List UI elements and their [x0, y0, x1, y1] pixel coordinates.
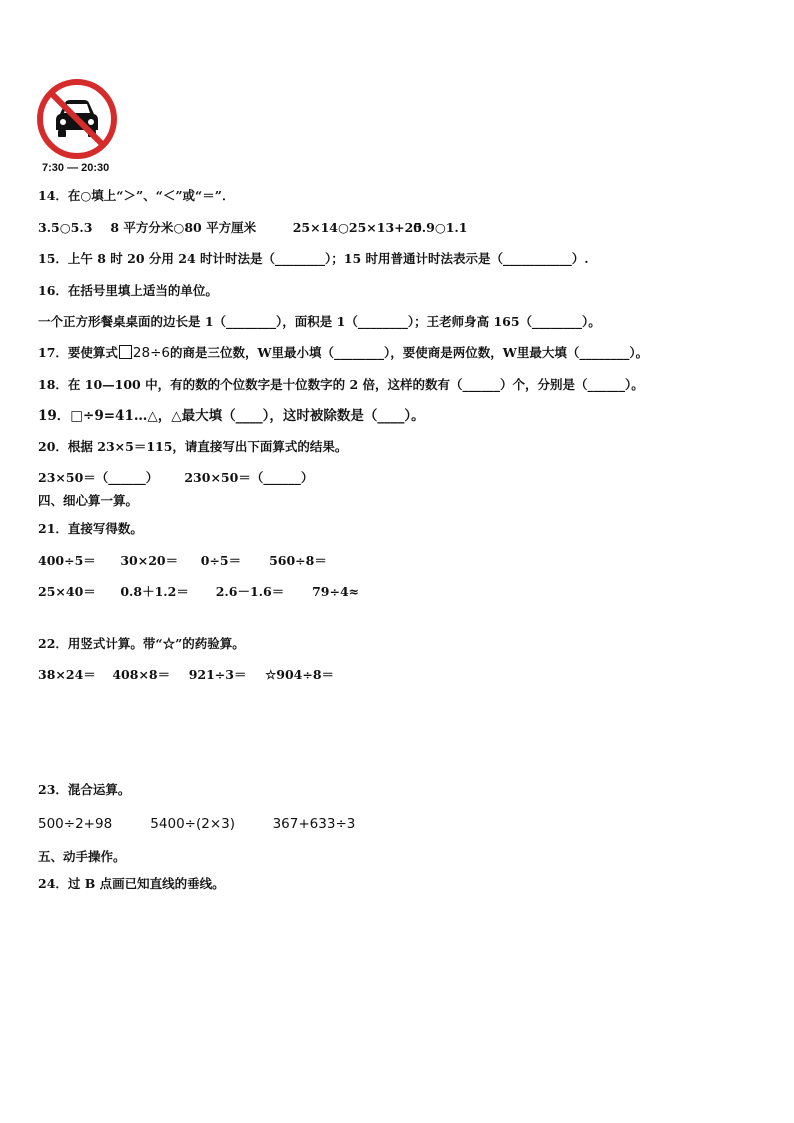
q21-item: 0÷5＝ — [200, 553, 242, 568]
q22-title: 22．用竖式计算。带“☆”的药验算。 — [38, 636, 245, 651]
q21-item: 30×20＝ — [120, 553, 179, 568]
q21-item: 25×40＝ — [38, 584, 96, 599]
q23-items — [38, 816, 355, 832]
q17-expression: 28÷6 — [132, 345, 170, 361]
q22-item: 921÷3＝ — [188, 667, 247, 682]
q21-row2 — [38, 584, 359, 600]
q21-item: 79÷4≈ — [312, 584, 360, 599]
q22-item: ☆904÷8＝ — [265, 667, 335, 682]
q14-item: 0.9○1.1 — [413, 220, 468, 235]
q21-item: 400÷5＝ — [38, 553, 96, 568]
q20-items — [38, 470, 313, 486]
q20-item: 23×50＝（______） — [38, 470, 159, 485]
q22-item: 38×24＝ — [38, 667, 96, 682]
q15-text: 15．上午 8 时 20 分用 24 时计时法是（________）；15 时用普通计时法表示是（___________）. — [38, 251, 589, 266]
q23-item: 5400÷(2×3) — [150, 816, 235, 832]
q20-item: 230×50＝（______） — [184, 470, 314, 485]
sign-caption: 7:30 — 20:30 — [42, 162, 110, 174]
q16-text: 一个正方形餐桌桌面的边长是 1（________），面积是 1（________）；王老师身高 165（________）。 — [38, 314, 601, 329]
q21-item: 0.8＋1.2＝ — [120, 584, 189, 599]
no-motor-vehicle-sign-icon — [36, 78, 118, 160]
q23-title: 23．混合运算。 — [38, 782, 131, 797]
q14-item: 8 平方分米○80 平方厘米 — [110, 220, 257, 235]
q22-item: 408×8＝ — [112, 667, 171, 682]
q21-title: 21．直接写得数。 — [38, 521, 143, 536]
q23-item: 500÷2+98 — [38, 816, 113, 832]
q14-item: 25×14○25×13+25 — [292, 220, 423, 235]
q24-title: 24．过 B 点画已知直线的垂线。 — [38, 876, 225, 891]
section-5-title: 五、动手操作。 — [38, 849, 126, 864]
q17-text-a: 17．要使算式 — [38, 345, 118, 360]
q18-text: 18．在 10—100 中，有的数的个位数字是十位数字的 2 倍，这样的数有（______）个，分别是（______）。 — [38, 377, 644, 392]
q22-items — [38, 667, 334, 683]
q21-item: 2.6－1.6＝ — [215, 584, 285, 599]
q14-item: 3.5○5.3 — [38, 220, 93, 235]
q14-items — [38, 220, 467, 236]
q21-item: 560÷8＝ — [269, 553, 327, 568]
q16-title: 16．在括号里填上适当的单位。 — [38, 283, 218, 298]
blank-box-icon — [119, 345, 132, 359]
q19-text: 19．□÷9=41…△，△最大填（____），这时被除数是（____）。 — [38, 408, 425, 424]
q23-item: 367+633÷3 — [272, 816, 356, 832]
q17-text — [38, 345, 648, 361]
q20-title: 20．根据 23×5＝115，请直接写出下面算式的结果。 — [38, 439, 348, 454]
q21-row1 — [38, 553, 327, 569]
q17-text-c: 的商是三位数，W里最小填（________），要使商是两位数，W里最大填（________）。 — [170, 345, 649, 360]
q14-title: 14．在○填上“＞”、“＜”或“＝”． — [38, 188, 235, 203]
section-4-title: 四、细心算一算。 — [38, 493, 139, 508]
